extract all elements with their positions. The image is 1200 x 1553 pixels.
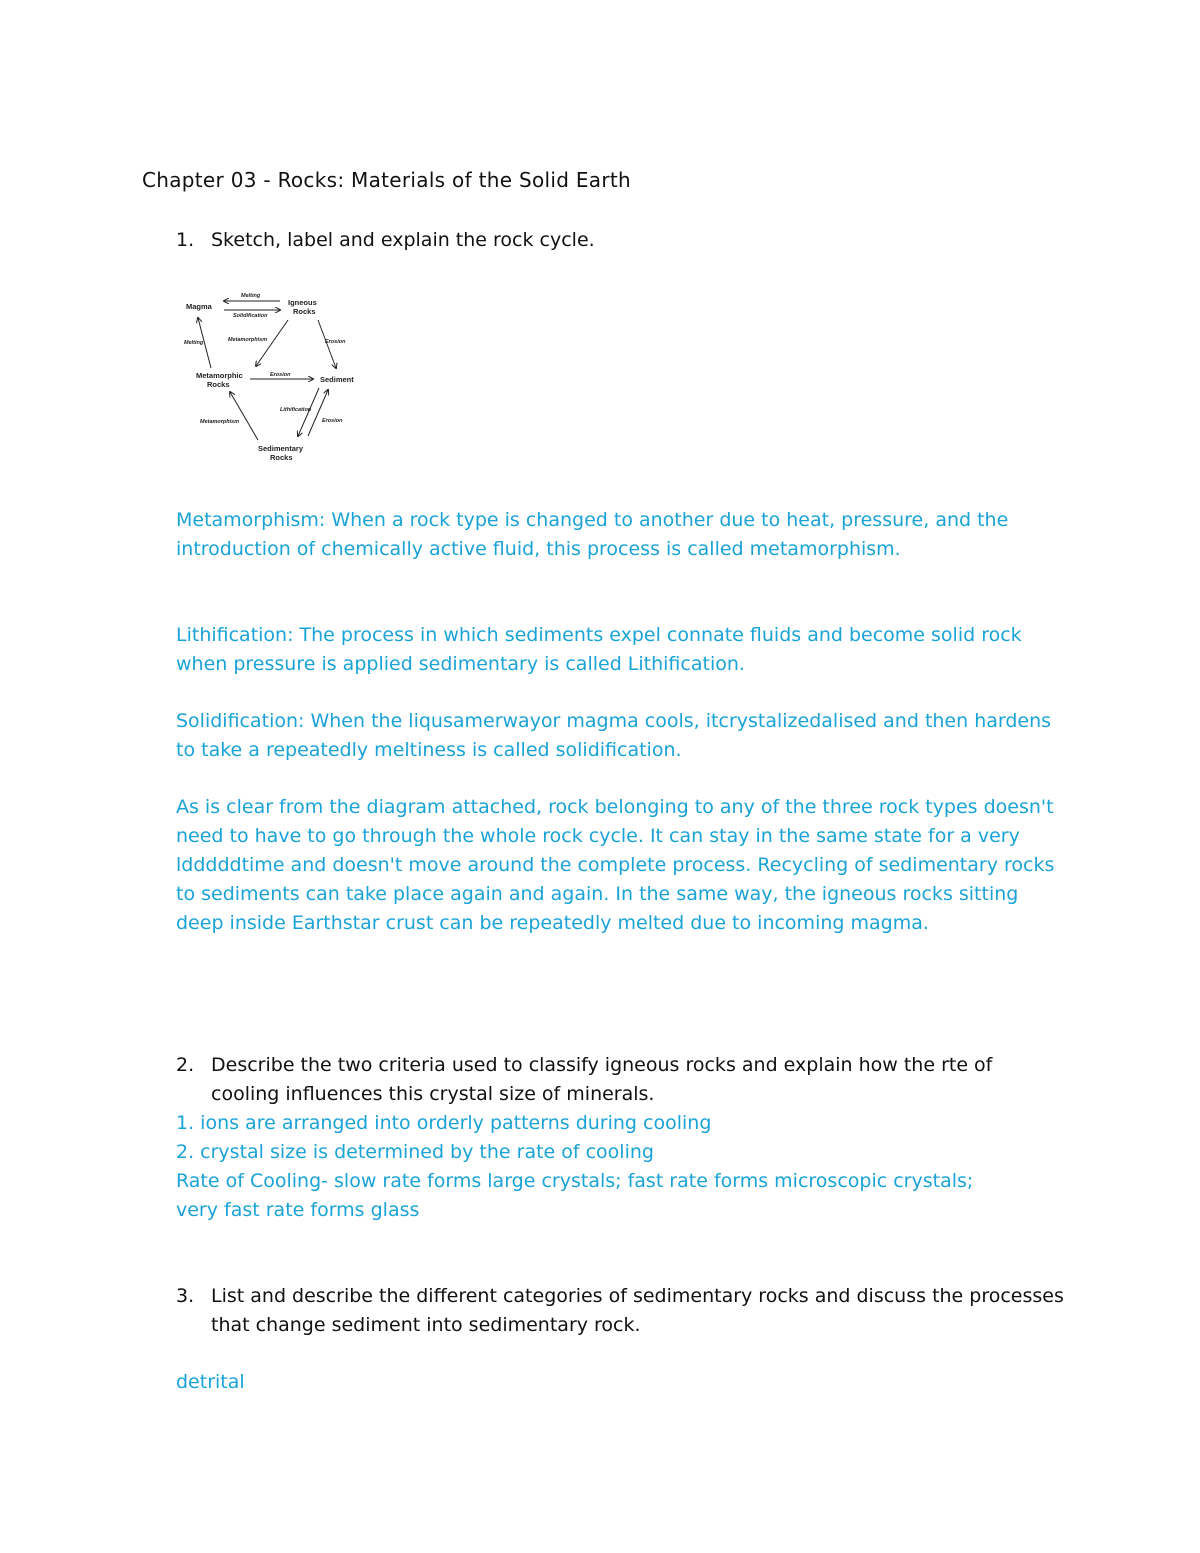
label-erosion-right: Erosion	[325, 339, 346, 345]
question-text: Describe the two criteria used to classify igneous rocks and explain how the rte of cooling influences this crystal size of minerals.	[211, 1054, 993, 1105]
answer-criteria-1: 1. ions are arranged into orderly patterns during cooling	[176, 1112, 712, 1134]
answer-lithification: Lithification: The process in which sediments expel connate fluids and become solid rock when pressure is applied sedimentary is called Lithification.	[176, 624, 1022, 675]
answer-solidification: Solidification: When the liqusamerwayor magma cools, itcrystalizedalised and then hardens to take a repeatedly meltiness is called solidification.	[176, 710, 1052, 761]
answer-rock-cycle-summary: As is clear from the diagram attached, rock belonging to any of the three rock types doesn't need to have to go through the whole rock cycle. It can stay in the same state for a very ldddddtime and doesn't move around the complete process. Recycling of sedimentary rocks to sediments can take place again and again. In the same way, the igneous rocks sitting deep inside Earthstar crust can be repeatedly melted due to incoming magma.	[176, 796, 1055, 934]
question-1	[176, 226, 595, 255]
question-number: 3.	[176, 1285, 195, 1307]
label-lithification: Lithification	[280, 407, 312, 413]
label-metamorphism-lower: Metamorphism	[200, 419, 240, 425]
label-erosion-center: Erosion	[270, 372, 291, 378]
arrow-metamorphism-center	[256, 320, 288, 366]
label-melting-top: Melting	[241, 293, 261, 299]
node-igneous-rocks: Rocks	[293, 307, 316, 316]
node-sediment: Sediment	[320, 375, 354, 384]
node-sedimentary-rocks: Rocks	[270, 453, 293, 462]
question-3	[176, 1282, 1066, 1340]
label-melting-left: Melting	[184, 340, 204, 346]
node-magma: Magma	[186, 302, 212, 311]
answer-metamorphism: Metamorphism: When a rock type is changed to another due to heat, pressure, and the introduction of chemically active fluid, this process is called metamorphism.	[176, 509, 1009, 560]
label-metamorphism-center: Metamorphism	[228, 337, 268, 343]
question-text: Sketch, label and explain the rock cycle.	[211, 229, 595, 251]
question-text: List and describe the different categories of sedimentary rocks and discuss the processes that change sediment into sedimentary rock.	[211, 1285, 1064, 1336]
answer-detrital: detrital	[176, 1371, 245, 1393]
question-number: 1.	[176, 229, 195, 251]
arrow-erosion-lower	[308, 390, 328, 436]
chapter-title: Chapter 03 - Rocks: Materials of the Solid Earth	[142, 168, 631, 192]
label-solidification: Solidification	[233, 313, 268, 319]
arrow-metamorphism-lower	[230, 392, 258, 440]
rock-cycle-diagram	[178, 288, 368, 468]
node-metamorphic-rocks: Rocks	[207, 380, 230, 389]
question-2	[176, 1051, 1066, 1109]
node-igneous: Igneous	[288, 298, 317, 307]
node-metamorphic: Metamorphic	[196, 371, 243, 380]
answer-criteria-2: 2. crystal size is determined by the rate of cooling	[176, 1141, 654, 1163]
node-sedimentary: Sedimentary	[258, 444, 304, 453]
label-erosion-lower: Erosion	[322, 418, 343, 424]
answer-rate-of-cooling: Rate of Cooling- slow rate forms large crystals; fast rate forms microscopic crystals; very fast rate forms glass	[176, 1170, 974, 1221]
question-number: 2.	[176, 1054, 195, 1076]
